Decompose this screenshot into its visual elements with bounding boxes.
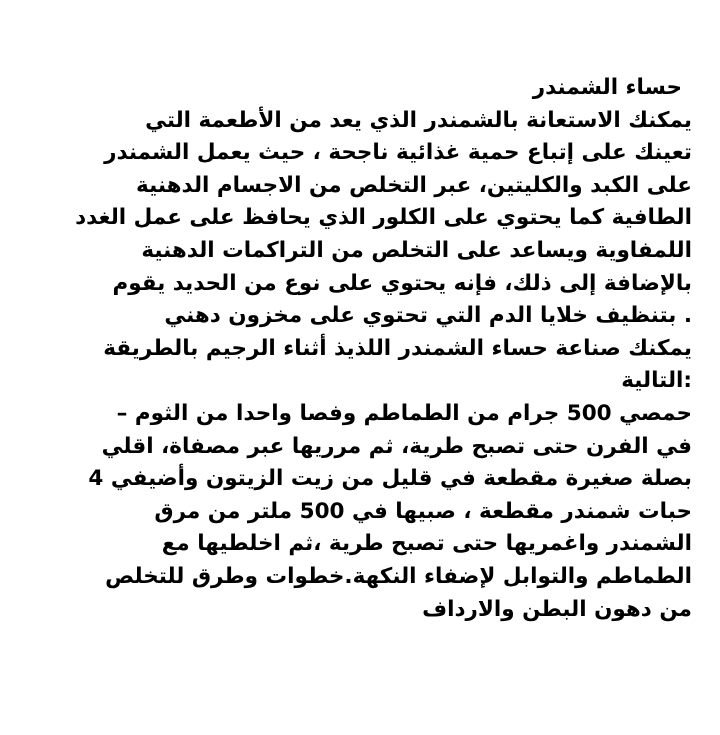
paragraph-line: على الكبد والكليتين، عبر التخلص من الاجسام الدهنية <box>136 172 692 198</box>
recipe-document <box>30 72 692 626</box>
paragraph-line: يمكنك الاستعانة بالشمندر الذي يعد من الأطعمة التي <box>145 107 692 133</box>
recipe-line: من دهون البطن والارداف <box>422 596 692 622</box>
paragraph-line: اللمفاوية ويساعد على التخلص من التراكمات الدهنية <box>141 237 692 263</box>
paragraph-line: تعينك على إتباع حمية غذائية ناجحة ، حيث يعمل الشمندر <box>104 140 692 166</box>
paragraph-line: الطافية كما يحتوي على الكلور الذي يحافظ على عمل الغدد <box>75 205 692 231</box>
recipe-line: حمصي 500 جرام من الطماطم وفصا واحدا من الثوم – <box>116 400 692 426</box>
paragraph-line: يمكنك صناعة حساء الشمندر اللذيذ أثناء الرجيم بالطريقة <box>103 335 692 361</box>
paragraph-line: :التالية <box>621 368 692 394</box>
recipe-line: الطماطم والتوابل لإضفاء النكهة.خطوات وطرق للتخلص <box>105 563 692 589</box>
document-title: حساء الشمندر <box>532 75 682 100</box>
recipe-line: الشمندر واغمريها حتى تصبح طرية ،ثم اخلطيها مع <box>161 531 692 557</box>
recipe-line: حبات شمندر مقطعة ، صبيها في 500 ملتر من مرق <box>154 498 692 524</box>
paragraph-line: بالإضافة إلى ذلك، فإنه يحتوي على نوع من الحديد يقوم <box>112 270 692 296</box>
recipe-line: بصلة صغيرة مقطعة في قليل من زيت الزيتون وأضيفي 4 <box>88 466 692 492</box>
recipe-line: في الفرن حتى تصبح طرية، ثم مرريها عبر مصفاة، اقلي <box>101 433 692 459</box>
paragraph-line: . بتنظيف خلايا الدم التي تحتوي على مخزون دهني <box>164 303 692 329</box>
